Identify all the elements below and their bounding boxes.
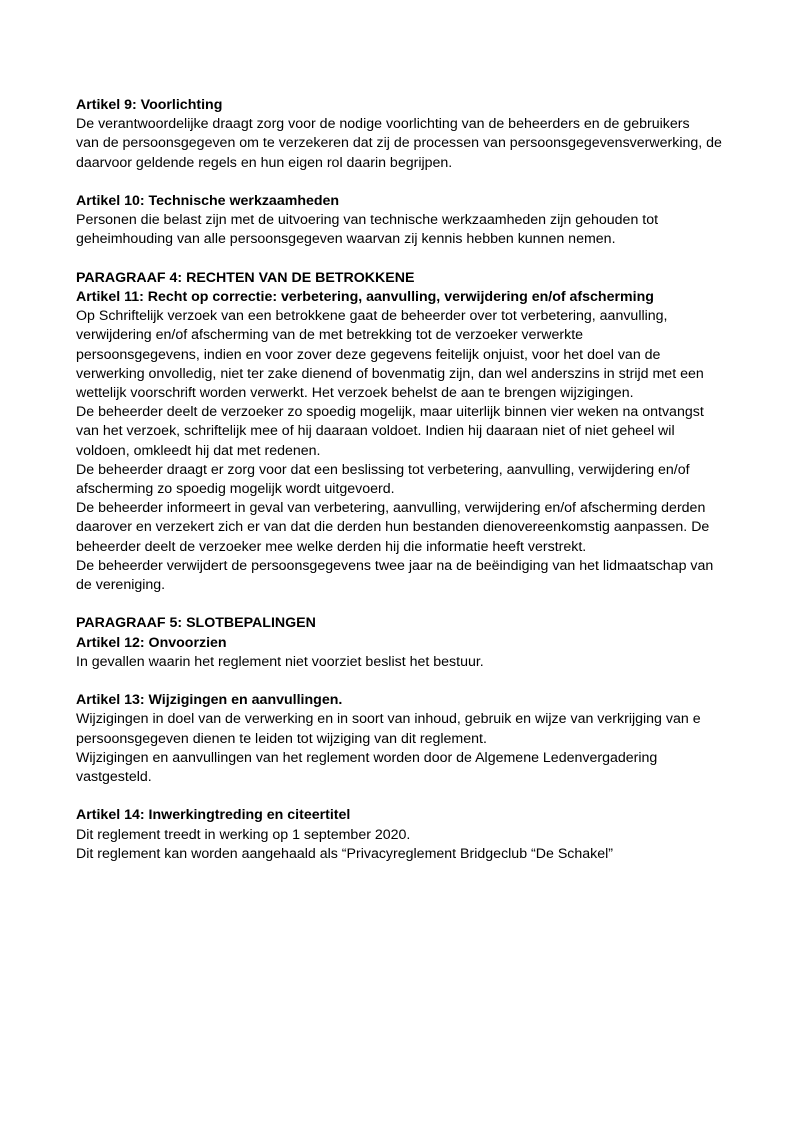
article-11-line-7: van het verzoek, schriftelijk mee of hij daaraan voldoet. Indien hij daaraan niet of niet geheel wil — [76, 423, 675, 440]
article-13-line-2: persoonsgegeven dienen te leiden tot wijziging van dit reglement. — [76, 730, 487, 747]
article-12-line-1: In gevallen waarin het reglement niet voorziet beslist het bestuur. — [76, 653, 484, 670]
article-13-line-1: Wijzigingen in doel van de verwerking en in soort van inhoud, gebruik en wijze van verkrijging van e — [76, 711, 701, 728]
article-12 — [76, 634, 760, 672]
paragraph-5 — [76, 614, 760, 633]
article-13-line-4: vastgesteld. — [76, 769, 152, 786]
article-11-line-4: verwerking onvolledig, niet ter zake dienend of bovenmatig zijn, dan wel anderszins in strijd met een — [76, 365, 704, 382]
article-14-line-2: Dit reglement kan worden aangehaald als “Privacyreglement Bridgeclub “De Schakel” — [76, 845, 614, 862]
article-11-line-2: verwijdering en/of afscherming van de met betrekking tot de verzoeker verwerkte — [76, 327, 584, 344]
article-11-line-5: wettelijk voorschrift worden verwerkt. Het verzoek behelst de aan te brengen wijzigingen. — [76, 385, 634, 402]
paragraph-4 — [76, 269, 760, 288]
spacer — [76, 595, 760, 614]
article-11-line-1: Op Schriftelijk verzoek van een betrokkene gaat de beheerder over tot verbetering, aanvulling, — [76, 308, 668, 325]
article-11-line-11: De beheerder informeert in geval van verbetering, aanvulling, verwijdering en/of afscherming derden — [76, 500, 706, 517]
article-11-line-12: daarover en verzekert zich er van dat die derden hun bestanden dienovereenkomstig aanpassen. De — [76, 519, 710, 536]
article-11-line-14: De beheerder verwijdert de persoonsgegevens twee jaar na de beëindiging van het lidmaatschap van — [76, 557, 714, 574]
article-11-line-8: voldoen, omkleedt hij dat met redenen. — [76, 442, 321, 459]
spacer — [76, 173, 760, 192]
article-11-line-6: De beheerder deelt de verzoeker zo spoedig mogelijk, maar uiterlijk binnen vier weken na ontvangst — [76, 404, 704, 421]
article-13 — [76, 691, 760, 787]
article-11-line-9: De beheerder draagt er zorg voor dat een beslissing tot verbetering, aanvulling, verwijdering en/of — [76, 461, 690, 478]
article-9 — [76, 96, 760, 173]
article-11 — [76, 288, 760, 595]
spacer — [76, 250, 760, 269]
article-12-title: Artikel 12: Onvoorzien — [76, 634, 227, 651]
spacer — [76, 787, 760, 806]
article-14-line-1: Dit reglement treedt in werking op 1 september 2020. — [76, 826, 411, 843]
article-13-line-3: Wijzigingen en aanvullingen van het reglement worden door de Algemene Ledenvergadering — [76, 749, 658, 766]
article-9-line-3: daarvoor geldende regels en hun eigen rol daarin begrijpen. — [76, 154, 453, 171]
article-11-line-13: beheerder deelt de verzoeker mee welke derden hij die informatie heeft verstrekt. — [76, 538, 587, 555]
article-9-line-1: De verantwoordelijke draagt zorg voor de nodige voorlichting van de beheerders en de gebruikers — [76, 116, 690, 133]
article-10-title: Artikel 10: Technische werkzaamheden — [76, 193, 340, 209]
article-14-title: Artikel 14: Inwerkingtreding en citeertitel — [76, 807, 351, 824]
article-11-line-15: de vereniging. — [76, 577, 166, 594]
article-11-line-10: afscherming zo spoedig mogelijk wordt uitgevoerd. — [76, 481, 395, 498]
paragraph-4-title: PARAGRAAF 4: RECHTEN VAN DE BETROKKENE — [76, 269, 415, 286]
article-9-line-2: van de persoonsgegeven om te verzekeren dat zij de processen van persoonsgegevensverwerking, de — [76, 135, 722, 152]
article-9-title: Artikel 9: Voorlichting — [76, 97, 223, 113]
article-13-title: Artikel 13: Wijzigingen en aanvullingen. — [76, 692, 343, 709]
article-11-title: Artikel 11: Recht op correctie: verbetering, aanvulling, verwijdering en/of afscherming — [76, 289, 654, 305]
spacer — [76, 672, 760, 691]
article-10 — [76, 192, 760, 250]
paragraph-5-title: PARAGRAAF 5: SLOTBEPALINGEN — [76, 615, 316, 632]
article-10-line-2: geheimhouding van alle persoonsgegeven waarvan zij kennis hebben kunnen nemen. — [76, 231, 616, 248]
article-14 — [76, 806, 760, 864]
article-10-line-1: Personen die belast zijn met de uitvoering van technische werkzaamheden zijn gehouden tot — [76, 212, 659, 229]
article-11-line-3: persoonsgegevens, indien en voor zover deze gegevens feitelijk onjuist, voor het doel van de — [76, 346, 661, 363]
